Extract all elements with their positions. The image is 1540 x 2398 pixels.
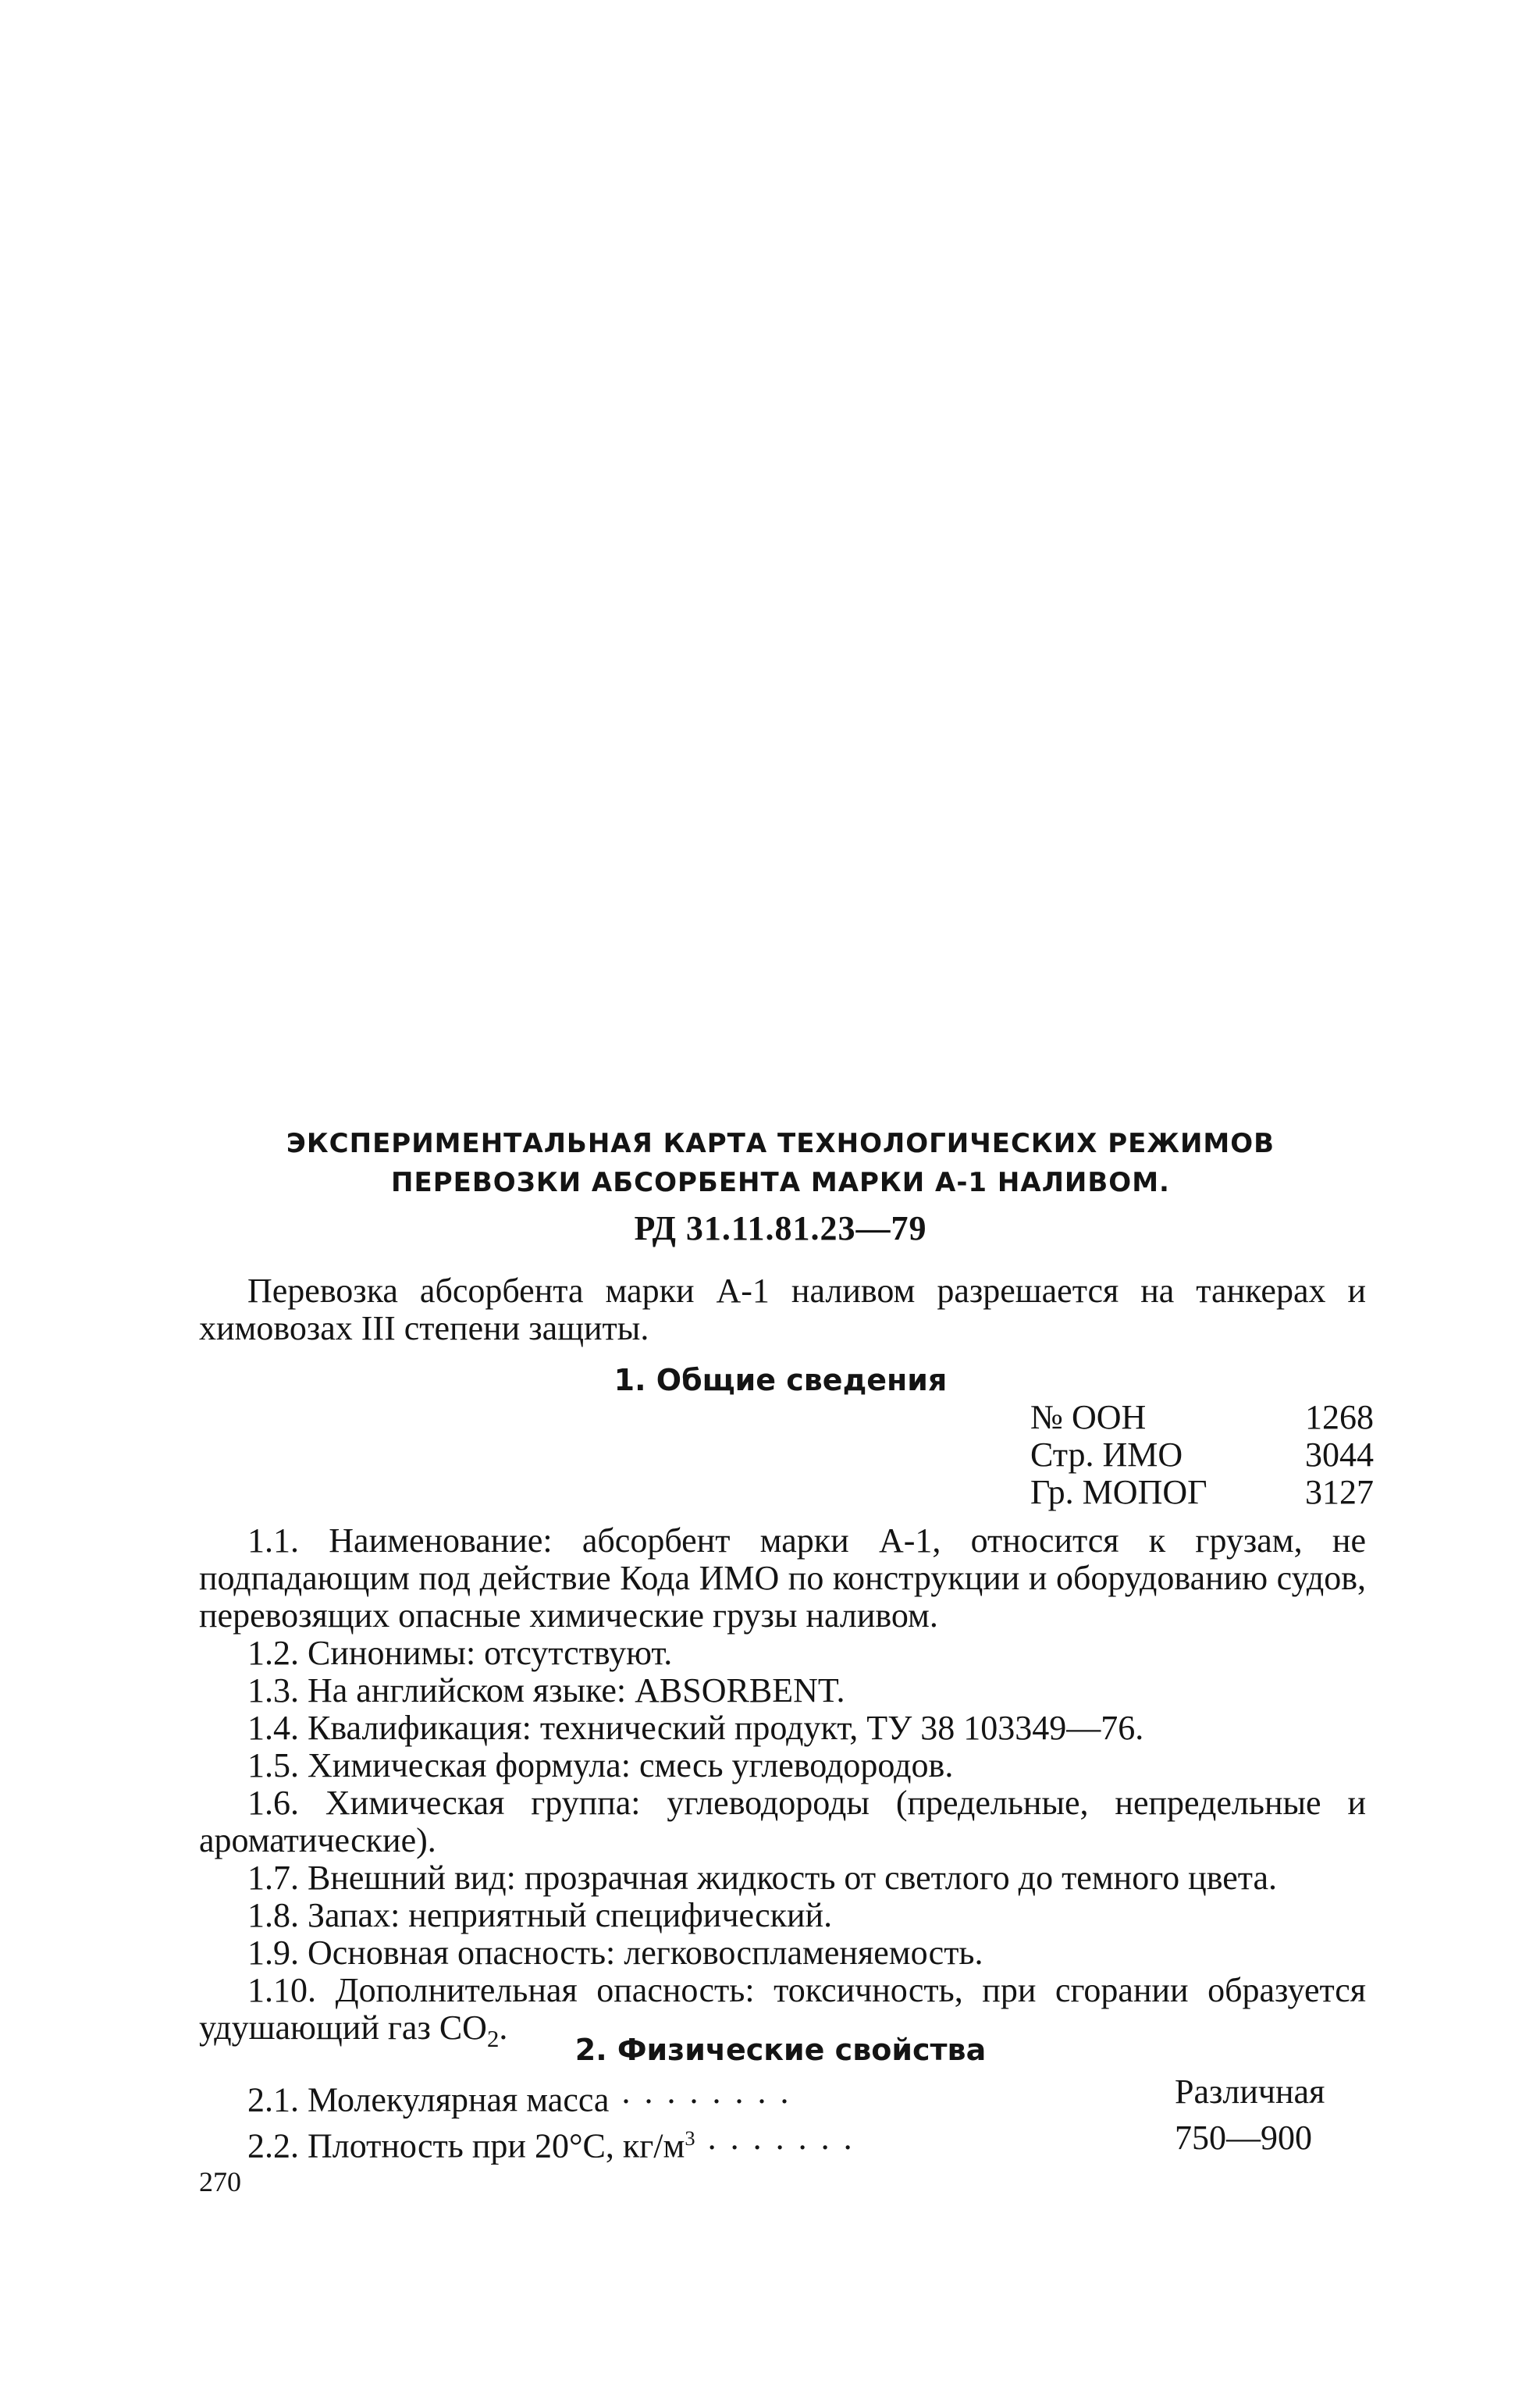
- property-row-molecular-mass: [199, 2073, 1370, 2119]
- item-1-2: 1.2. Синонимы: отсутствуют.: [247, 1634, 673, 1672]
- item-1-6: 1.6. Химическая группа: углеводороды (предельные, непредельные и ароматические).: [199, 1784, 1366, 1859]
- item-1-8: 1.8. Запах: неприятный специфический.: [247, 1896, 833, 1934]
- leader-dots: ........: [621, 2073, 803, 2111]
- identifier-label: Стр. ИМО: [1030, 1436, 1183, 1474]
- property-row-density: [199, 2119, 1370, 2165]
- identifier-label: Гр. МОПОГ: [1030, 1473, 1207, 1511]
- identifier-label: № ООН: [1030, 1398, 1147, 1436]
- item-1-3: 1.3. На английском языке: ABSORBENT.: [247, 1671, 845, 1710]
- section-1-items: [199, 1522, 1366, 2058]
- identifier-value: 3127: [1305, 1473, 1374, 1511]
- section-2-heading: 2. Физические свойства: [574, 2033, 987, 2067]
- properties-list: [199, 2073, 1370, 2165]
- identifier-value: 3044: [1305, 1436, 1374, 1474]
- title-line-1: ЭКСПЕРИМЕНТАЛЬНАЯ КАРТА ТЕХНОЛОГИЧЕСКИХ РЕЖИМОВ: [286, 1128, 1275, 1159]
- identifier-row-imo: [1030, 1436, 1374, 1474]
- item-1-1: 1.1. Наименование: абсорбент марки А-1, относится к грузам, не подпадающим под действие Кода ИМО по конструкции и оборудованию судов, перевозящих опасные химические грузы наливом.: [199, 1521, 1366, 1635]
- unit-superscript: 3: [685, 2126, 695, 2150]
- co2-subscript: 2: [486, 2025, 500, 2052]
- leader-dots: .......: [707, 2119, 866, 2157]
- item-1-5: 1.5. Химическая формула: смесь углеводородов.: [247, 1746, 954, 1784]
- identifier-table: [1030, 1399, 1374, 1511]
- item-1-9: 1.9. Основная опасность: легковоспламеняемость.: [247, 1934, 983, 1972]
- identifier-row-un: [1030, 1399, 1374, 1436]
- item-1-4: 1.4. Квалификация: технический продукт, ТУ 38 103349—76.: [247, 1709, 1144, 1747]
- intro-paragraph: Перевозка абсорбента марки А-1 наливом разрешается на танкерах и химовозах III степени защиты.: [199, 1272, 1366, 1347]
- property-label: 2.1. Молекулярная масса: [247, 2080, 610, 2119]
- item-1-10-end: .: [499, 2008, 508, 2047]
- identifier-row-mopog: [1030, 1474, 1374, 1511]
- page-number: 270: [199, 2166, 241, 2197]
- item-1-7: 1.7. Внешний вид: прозрачная жидкость от светлого до темного цвета.: [247, 1859, 1278, 1897]
- property-label: 2.2. Плотность при 20°С, $кг/м^3$: [247, 2126, 695, 2165]
- item-1-10-text: 1.10. Дополнительная опасность: токсичность, при сгорании образуется удушающий газ CO: [199, 1971, 1366, 2047]
- property-value: 750—900: [1175, 2118, 1312, 2157]
- title-line-2: ПЕРЕВОЗКИ АБСОРБЕНТА МАРКИ А-1 НАЛИВОМ.: [391, 1167, 1170, 1198]
- section-1-heading: 1. Общие сведения: [614, 1363, 948, 1397]
- identifier-value: 1268: [1305, 1398, 1374, 1436]
- property-value: Различная: [1175, 2072, 1325, 2111]
- document-title: [195, 1124, 1366, 1202]
- document-code: РД 31.11.81.23—79: [634, 1209, 927, 1247]
